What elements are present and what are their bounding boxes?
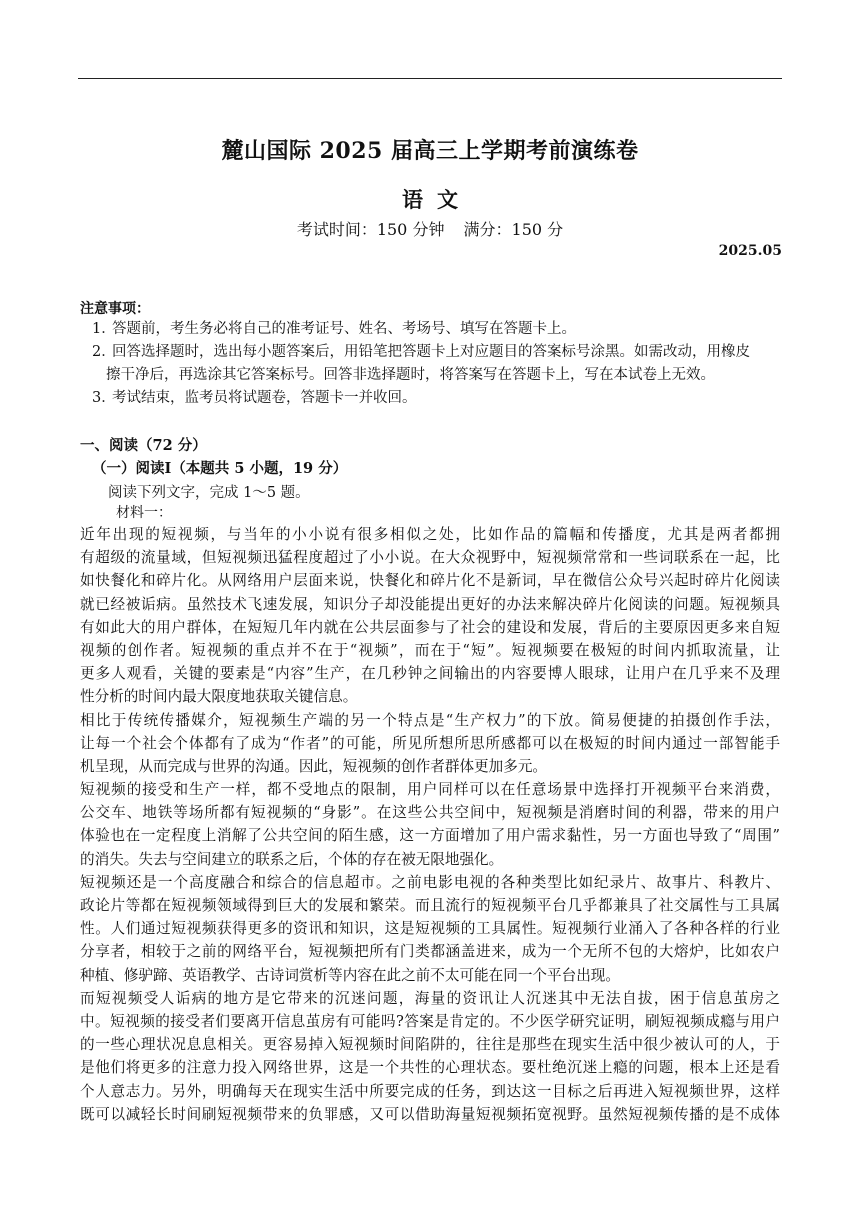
passage-line: 公交车、地铁等场所都有短视频的“身影”。在这些公共空间中，短视频是消磨时间的利器，带来的用户 (80, 804, 780, 822)
note-text: 回答选择题时，选出每小题答案后，用铅笔把答题卡上对应题目的答案标号涂黑。如需改动，用橡皮 (112, 344, 750, 360)
passage-line: 短视频的接受和生产一样，都不受地点的限制，用户同样可以在任意场景中选择打开视频平台来消费， (80, 781, 780, 799)
passage-line: 视频的创作者。短视频的重点并不在于“视频”，而在于“短”。短视频要在极短的时间内抓取流量，让 (80, 641, 780, 659)
reading-instruction: 阅读下列文字，完成 1～5 题。 (108, 485, 310, 501)
passage-line: 近年出现的短视频，与当年的小小说有很多相似之处，比如作品的篇幅和传播度，尤其是两者都拥 (80, 526, 780, 543)
passage-line: 相比于传统传播媒介，短视频生产端的另一个特点是“生产权力”的下放。简易便捷的拍摄创作手法， (80, 711, 780, 729)
exam-title: 麓山国际 2025 届高三上学期考前演练卷 (221, 138, 639, 164)
subject-title: 语文 (402, 187, 472, 212)
passage-line: 的一些心理状况息息相关。更容易掉入短视频时间陷阱的，往往是那些在现实生活中很少被认可的人，于 (80, 1036, 780, 1054)
passage-line: 有如此大的用户群体，在短短几年内就在公共层面参与了社会的建设和发展，背后的主要原因更多来自短 (80, 618, 780, 636)
note-item-1 (92, 318, 792, 340)
passage-line: 而短视频受人诟病的地方是它带来的沉迷问题，海量的资讯让人沉迷其中无法自拔，困于信息茧房之 (80, 989, 780, 1007)
note-text: 考试结束，监考员将试题卷，答题卡一并收回。 (112, 390, 417, 406)
exam-date: 2025.05 (718, 243, 782, 259)
passage-line: 中。短视频的接受者们要离开信息茧房有可能吗?答案是肯定的。不少医学研究证明，刷短视频成瘾与用户 (80, 1012, 780, 1030)
passage-line: 个人意志力。另外，明确每天在现实生活中所要完成的任务，到达这一目标之后再进入短视频世界，这样 (80, 1082, 780, 1100)
passage-line: 的消失。失去与空间建立的联系之后，个体的存在被无限地强化。 (80, 850, 504, 868)
passage-line: 是他们将更多的注意力投入网络世界，这是一个共性的心理状态。要杜绝沉迷上瘾的问题，根本上还是看 (80, 1059, 780, 1077)
passage-line: 政论片等都在短视频领域得到巨大的发展和繁荣。而且流行的短视频平台几乎都兼具了社交属性与工具属 (80, 897, 780, 914)
note-item-2-continued: 擦干净后，再选涂其它答案标号。回答非选择题时，将答案写在答题卡上，写在本试卷上无效。 (106, 367, 715, 383)
reading-passage (80, 523, 780, 1126)
exam-time: 考试时间：150 分钟 (296, 220, 445, 239)
material-label: 材料一： (116, 505, 172, 521)
note-number: 2． (92, 344, 116, 360)
note-item-3 (92, 387, 792, 409)
passage-line: 有超级的流量域，但短视频迅猛程度超过了小小说。在大众视野中，短视频常常和一些词联系在一起，比 (80, 549, 780, 567)
passage-line: 如快餐化和碎片化。从网络用户层面来说，快餐化和碎片化不是新词，早在微信公众号兴起时碎片化阅读 (80, 572, 780, 590)
notes-title: 注意事项： (80, 301, 150, 317)
passage-line: 体验也在一定程度上消解了公共空间的陌生感，这一方面增加了用户需求黏性，另一方面也导致了“周围” (80, 827, 780, 845)
note-number: 3． (92, 390, 116, 406)
note-item-2 (92, 341, 792, 363)
passage-line: 性分析的时间内最大限度地获取关键信息。 (80, 688, 358, 706)
header-rule (78, 78, 782, 79)
passage-line: 既可以减轻长时间刷短视频带来的负罪感，又可以借助海量短视频拓宽视野。虽然短视频传播的是不成体 (80, 1105, 780, 1123)
note-text: 答题前，考生务必将自己的准考证号、姓名、考场号、填写在答题卡上。 (112, 321, 576, 337)
full-score: 满分：150 分 (463, 220, 564, 239)
note-number: 1． (92, 321, 116, 337)
subsection-title: （一）阅读Ⅰ（本题共 5 小题，19 分） (92, 460, 348, 477)
passage-line: 种植、修驴蹄、英语教学、古诗词赏析等内容在此之前不太可能在同一个平台出现。 (80, 966, 620, 984)
passage-line: 性。人们通过短视频获得更多的资讯和知识，这是短视频的工具属性。短视频行业涌入了各种各样的行业 (80, 920, 780, 938)
passage-line: 机呈现，从而完成与世界的沟通。因此，短视频的创作者群体更加多元。 (80, 757, 548, 775)
section-title: 一、阅读（72 分） (80, 437, 207, 454)
passage-line: 短视频还是一个高度融合和综合的信息超市。之前电影电视的各种类型比如纪录片、故事片、科教片、 (80, 873, 780, 891)
passage-line: 更多人观看，关键的要素是“内容”生产，在几秒钟之间输出的内容要博人眼球，让用户在几乎来不及理 (80, 665, 780, 683)
exam-info (0, 217, 860, 240)
passage-line: 分享者，相较于之前的网络平台，短视频把所有门类都涵盖进来，成为一个无所不包的大熔炉，比如农户 (80, 943, 780, 961)
passage-line: 让每一个社会个体都有了成为“作者”的可能，所见所想所思所感都可以在极短的时间内通过一部智能手 (80, 734, 780, 752)
passage-line: 就已经被诟病。虽然技术飞速发展，知识分子却没能提出更好的办法来解决碎片化阅读的问题。短视频具 (80, 595, 780, 613)
